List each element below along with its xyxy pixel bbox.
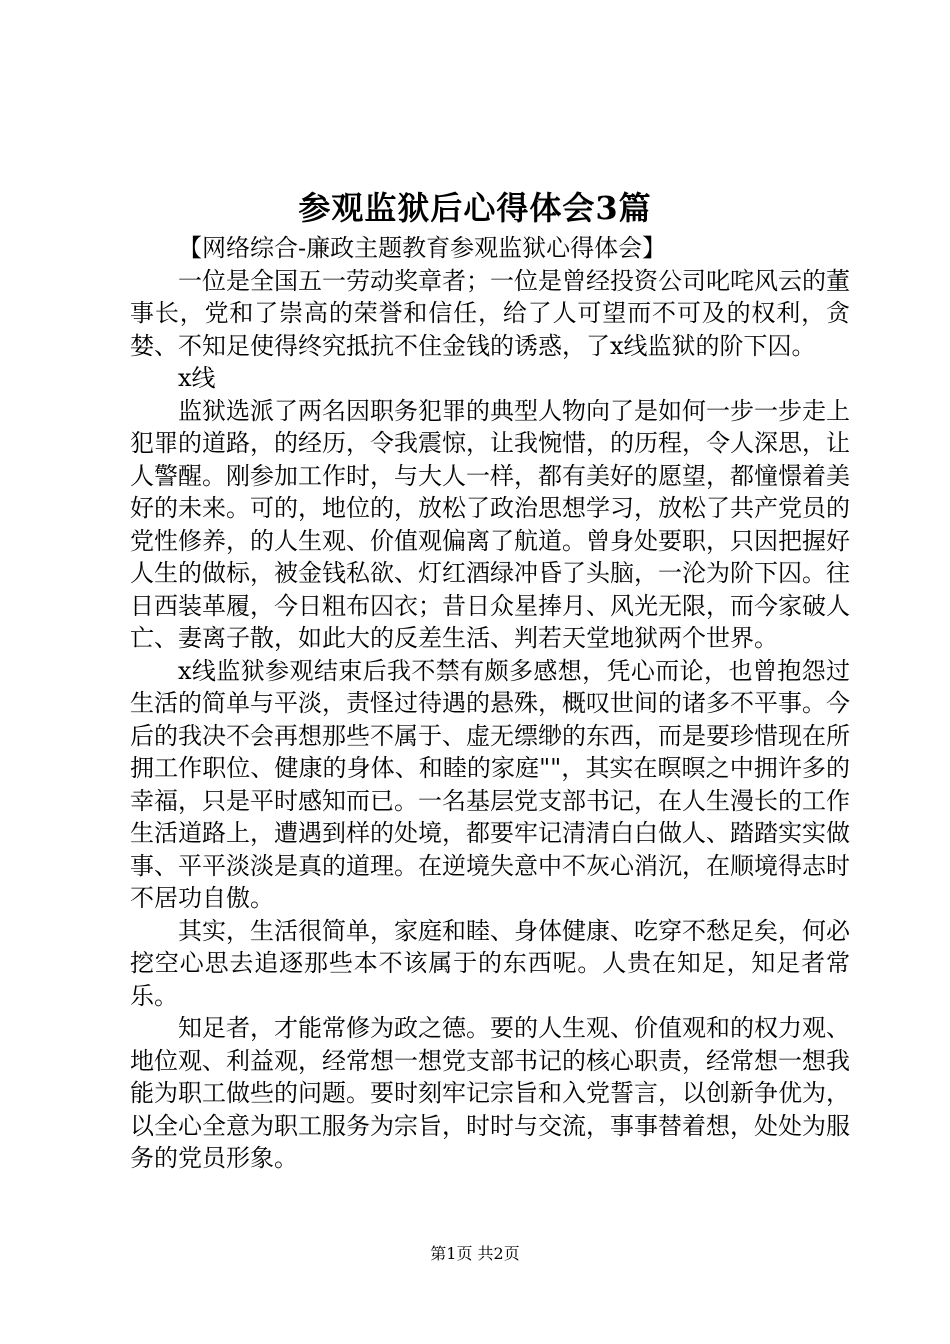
paragraph-reflection: x线监狱参观结束后我不禁有颇多感想，凭心而论，也曾抱怨过生活的简单与平淡，责怪过待遇的悬殊，概叹世间的诸多不平事。今后的我决不会再想那些不属于、虚无缥缈的东西，而是要珍惜现在所拥工作职位、健康的身体、和睦的家庭""，其实在暝暝之中拥许多的幸福，只是平时感知而已。一名基层党支部书记，在人生漫长的工作生活道路上，遭遇到样的处境，都要牢记清清白白做人、踏踏实实做事、平平淡淡是真的道理。在逆境失意中不灰心消沉，在顺境得志时不居功自傲。 <box>130 656 850 912</box>
document-body <box>130 232 850 1175</box>
paragraph-prison-story: 监狱选派了两名因职务犯罪的典型人物向了是如何一步一步走上犯罪的道路，的经历，令我震惊，让我惋惜，的历程，令人深思，让人警醒。刚参加工作时，与大人一样，都有美好的愿望，都憧憬着美好的未来。可的，地位的，放松了政治思想学习，放松了共产党员的党性修养，的人生观、价值观偏离了航道。曾身处要职，只因把握好人生的做标，被金钱私欲、灯红酒绿冲昏了头脑，一沦为阶下囚。往日西装革履，今日粗布囚衣；昔日众星捧月、风光无限，而今家破人亡、妻离子散，如此大的反差生活、判若天堂地狱两个世界。 <box>130 396 850 652</box>
paragraph-contentment: 知足者，才能常修为政之德。要的人生观、价值观和的权力观、地位观、利益观，经常想一想党支部书记的核心职责，经常想一想我能为职工做些的问题。要时刻牢记宗旨和入党誓言，以创新争优为，以全心全意为职工服务为宗旨，时时与交流，事事替着想，处处为服务的党员形象。 <box>130 1014 850 1172</box>
paragraph-intro: 一位是全国五一劳动奖章者；一位是曾经投资公司叱咤风云的董事长，党和了崇高的荣誉和信任，给了人可望而不可及的权利，贪婪、不知足使得终究抵抗不住金钱的诱惑，了x线监狱的阶下囚。 <box>130 266 850 360</box>
paragraph-source-note: 【网络综合-廉政主题教育参观监狱心得体会】 <box>178 234 667 262</box>
document-title: 参观监狱后心得体会3篇 <box>298 189 652 227</box>
page-footer: 第1页 共2页 <box>430 1244 520 1263</box>
paragraph-subheading: x线 <box>178 364 216 392</box>
paragraph-simple-life: 其实，生活很简单，家庭和睦、身体健康、吃穿不愁足矣，何必挖空心思去追逐那些本不该属于的东西呢。人贵在知足，知足者常乐。 <box>130 916 850 1010</box>
